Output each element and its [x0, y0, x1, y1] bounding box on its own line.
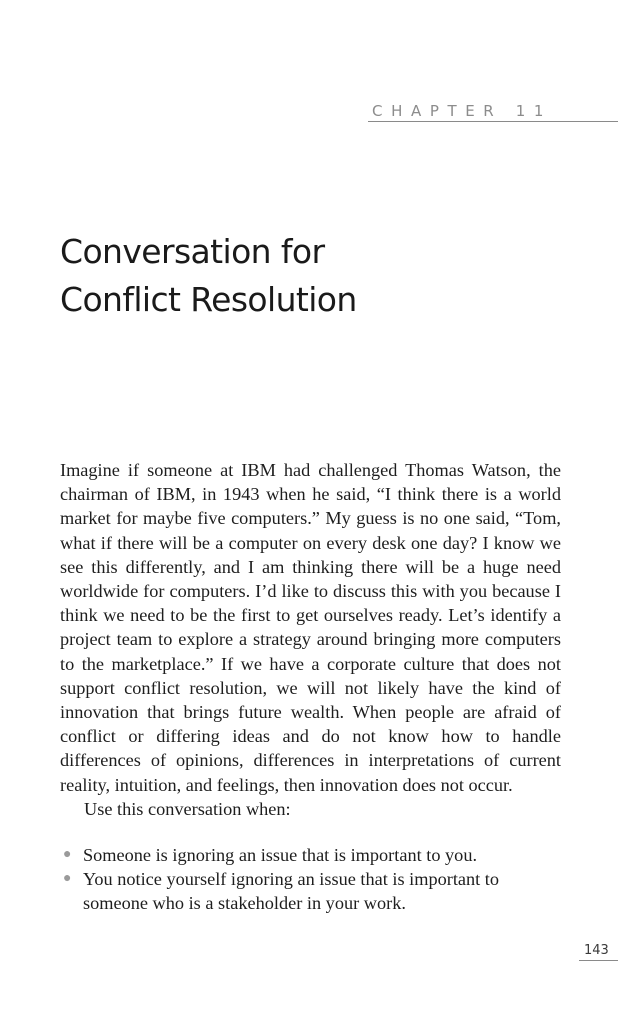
page-number: 143: [579, 942, 618, 961]
chapter-title-line-1: Conversation for: [60, 232, 325, 271]
chapter-label: CHAPTER 11: [368, 100, 618, 122]
body-paragraph-2: Use this conversation when:: [84, 798, 291, 819]
bullet-text: Someone is ignoring an issue that is important to you.: [83, 845, 478, 866]
body-text: [60, 458, 561, 916]
body-paragraph-1: Imagine if someone at IBM had challenged Thomas Watson, the chairman of IBM, in 1943 when he said, “I think there is a world market for maybe five computers.” My guess is no one said, “Tom, what if there will be a computer on every desk one day? I know we see this differently, and I am thinking there will be a huge need worldwide for computers. I’d like to discuss this with you because I think we need to be the first to get ourselves ready. Let’s identify a project team to explore a strategy around bringing more computers to the marketplace.” If we have a corporate culture that does not support conflict resolution, we will not likely have the kind of innovation that brings future wealth. When people are afraid of conflict or differing ideas and do not know how to handle differences of opinions, differences in interpretations of current reality, intuition, and feelings, then innovation does not occur.: [60, 460, 561, 795]
bullet-list: [60, 843, 561, 916]
bullet-icon: ●: [63, 847, 72, 863]
chapter-title: [60, 228, 580, 324]
bullet-item: [60, 867, 561, 915]
bullet-text: You notice yourself ignoring an issue that is important to someone who is a stakeholder in your work.: [83, 869, 500, 914]
chapter-title-line-2: Conflict Resolution: [60, 280, 357, 319]
bullet-icon: ●: [63, 871, 72, 887]
bullet-item: [60, 843, 561, 867]
